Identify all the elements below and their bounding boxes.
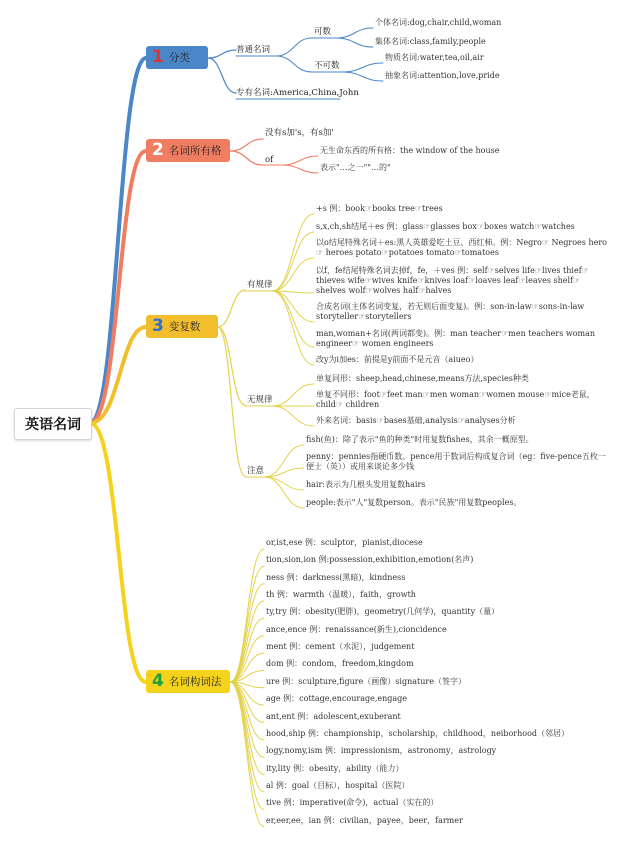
word-formation-item[interactable]: dom 例：condom，freedom,kingdom	[266, 659, 414, 669]
connector-note-3	[264, 477, 304, 490]
branch-4-label: 名词构词法	[168, 676, 222, 688]
connector-b4-item-15	[230, 682, 264, 792]
connector-common-uncountable	[276, 56, 312, 72]
irregular-node[interactable]: 无规律	[247, 395, 273, 405]
possessive-s-rule-node[interactable]: 没有s加's，有s加'	[265, 128, 334, 138]
connector-b4-item-2	[230, 566, 264, 682]
connector-irregular-rule-1	[272, 384, 314, 406]
connector-b4-item-5	[230, 618, 264, 682]
regular-rule-man-woman[interactable]: man,woman+名词(两词都变)。例：man teacher☞men teachers woman engineer☞ women engineers	[316, 329, 596, 348]
countable-node[interactable]: 可数	[314, 27, 332, 37]
branch-2-number: 2	[152, 140, 164, 160]
connector-countable-individual	[336, 28, 373, 38]
regular-rule-s[interactable]: +s 例：book☞books tree☞trees	[316, 204, 443, 213]
word-formation-item[interactable]: ty,try 例：obesity(肥胖)，geometry(几何学)，quantity（量）	[266, 607, 500, 617]
connector-root-branch-4	[90, 423, 146, 682]
connector-uncountable-material	[342, 63, 383, 72]
connector-regular-rule-7	[272, 291, 314, 365]
individual-noun-node[interactable]: 个体名词:dog,chair,child,woman	[375, 18, 502, 27]
branch-4-number: 4	[152, 671, 164, 691]
note-fish[interactable]: fish(鱼)：除了表示"鱼的种类"时用复数fishes，其余一概原型。	[306, 435, 534, 444]
connector-b1-proper	[208, 58, 236, 93]
word-formation-item[interactable]: logy,nomy,ism 例：impressionism，astronomy，astrology	[266, 746, 497, 756]
connector-b3-regular	[218, 290, 245, 327]
connector-b4-item-12	[230, 682, 264, 740]
word-formation-item[interactable]: hood,ship 例：championship，scholarship，childhood，neiborhood（邻居）	[266, 728, 570, 738]
irregular-same-form[interactable]: 单复同形：sheep,head,chinese,means方法,species种类	[316, 374, 529, 383]
word-formation-item[interactable]: ant,ent 例：adolescent,exuberant	[266, 711, 401, 721]
irregular-foreign[interactable]: 外来名词：basis☞bases基础,analysis☞analyses分析	[316, 416, 516, 425]
material-noun-node[interactable]: 物质名词:water,tea,oil,air	[385, 53, 484, 62]
abstract-noun-node[interactable]: 抽象名词:attention,love,pride	[385, 71, 500, 80]
connector-b4-item-1	[230, 549, 264, 682]
word-formation-item[interactable]: age 例：cottage,encourage,engage	[266, 694, 408, 704]
connector-regular-rule-6	[272, 291, 314, 347]
common-noun-node[interactable]: 普通名词	[236, 45, 271, 55]
root-node[interactable]: 英语名词	[14, 408, 92, 440]
word-formation-item[interactable]: ity,lity 例：obesity，ability（能力）	[266, 763, 404, 773]
note-hair[interactable]: hair:表示为几根头发用复数hairs	[306, 480, 426, 489]
of-node[interactable]: of	[265, 155, 274, 165]
branch-3-label: 变复数	[168, 321, 201, 333]
branch-3-number: 3	[152, 316, 164, 336]
proper-noun-node[interactable]: 专有名词:America,China,John	[236, 88, 359, 98]
connector-common-countable	[276, 38, 312, 56]
branch-2-label: 名词所有格	[168, 145, 222, 157]
connector-countable-collective	[336, 38, 373, 47]
word-formation-item[interactable]: ment 例：cement（水泥），judgement	[266, 642, 415, 652]
connector-irregular-rule-3	[272, 406, 314, 426]
word-formation-item[interactable]: tion,sion,ion 例:possession,exhibition,emotion(名声)	[266, 555, 474, 565]
connector-b4-item-14	[230, 682, 264, 775]
regular-node[interactable]: 有规律	[247, 280, 273, 290]
branch-3-plurals[interactable]	[146, 315, 218, 338]
word-formation-item[interactable]: or,ist,ese 例：sculptor，pianist,diocese	[266, 538, 423, 547]
of-meaning-node[interactable]: 表示"…之一""…的"	[320, 163, 391, 172]
branch-1-number: 1	[152, 47, 164, 67]
word-formation-item[interactable]: al 例：goal（目标），hospital（医院）	[266, 780, 410, 790]
regular-rule-y[interactable]: 改y为i加es：前提是y前面不是元音（aiueo）	[316, 355, 479, 364]
note-people[interactable]: people:表示"人"复数person。表示"民族"用复数peoples。	[306, 498, 522, 507]
inanimate-possessive-node[interactable]: 无生命东西的所有格：the window of the house	[320, 146, 500, 155]
regular-rule-f-fe[interactable]: 以f，fe结尾特殊名词去掉f，fe，＋ves 例：self☞selves life☞lives thief☞thieves wife☞wives knife☞knives loaf☞loaves leaf☞leaves shelf☞shelves wolf☞wolves half☞halves	[316, 266, 589, 295]
word-formation-item[interactable]: tive 例：imperative(命令)，actual（实在的）	[266, 798, 439, 808]
connector-regular-rule-2	[272, 232, 314, 291]
connector-b2-srule	[230, 139, 263, 151]
connector-uncountable-abstract	[342, 72, 383, 81]
uncountable-node[interactable]: 不可数	[314, 61, 340, 71]
connector-b3-irregular	[218, 327, 245, 405]
connector-note-4	[264, 477, 304, 508]
connector-regular-rule-5	[272, 291, 314, 322]
connector-of-meaning	[282, 165, 318, 173]
branch-2-possessive[interactable]	[146, 139, 230, 162]
connector-regular-rule-1	[272, 214, 314, 291]
branch-4-word-formation[interactable]	[146, 670, 230, 693]
word-formation-item[interactable]: ure 例：sculpture,figure（画像）signature（签字）	[266, 676, 466, 686]
connector-of-inanimate	[282, 156, 318, 165]
notes-node[interactable]: 注意	[247, 466, 265, 476]
word-formation-item[interactable]: ness 例：darkness(黑暗)，kindness	[266, 572, 406, 582]
connector-b2-of	[230, 151, 263, 165]
word-formation-item[interactable]: er,eer,ee，ian 例：civilian，payee，beer，farmer	[266, 815, 463, 825]
connector-b1-common	[208, 50, 236, 58]
regular-rule-compound[interactable]: 合成名词(主体名词变复，若无则后面变复)。例：son-in-law☞sons-in-law storyteller☞storytellers	[316, 302, 585, 321]
collective-noun-node[interactable]: 集体名词:class,family,people	[375, 37, 486, 46]
word-formation-item[interactable]: th 例：warmth（温暖），faith，growth	[266, 590, 416, 600]
regular-rule-es[interactable]: s,x,ch,sh结尾＋es 例：glass☞glasses box☞boxes watch☞watches	[316, 222, 575, 231]
regular-rule-o[interactable]: 以o结尾特殊名词＋es:黑人英雄爱吃土豆、西红柿。例：Negro☞ Negroes hero☞ heroes potato☞potatoes tomato☞tomatoes	[316, 238, 607, 257]
connector-root-branch-1	[90, 58, 146, 423]
note-penny[interactable]: penny：pennies指硬币数。pence用于数词后构成复合词（eg：five-pence五枚一便士（英））或用来谈论多少钱	[306, 452, 606, 471]
irregular-different-form[interactable]: 单复不同形：foot☞feet man☞men woman☞women mouse☞mice老鼠，child☞ children	[316, 390, 595, 409]
branch-1-label: 分类	[168, 52, 190, 64]
branch-1-classification[interactable]	[146, 46, 208, 69]
word-formation-item[interactable]: ance,ence 例：renaissance(新生),cioncidence	[266, 624, 447, 634]
